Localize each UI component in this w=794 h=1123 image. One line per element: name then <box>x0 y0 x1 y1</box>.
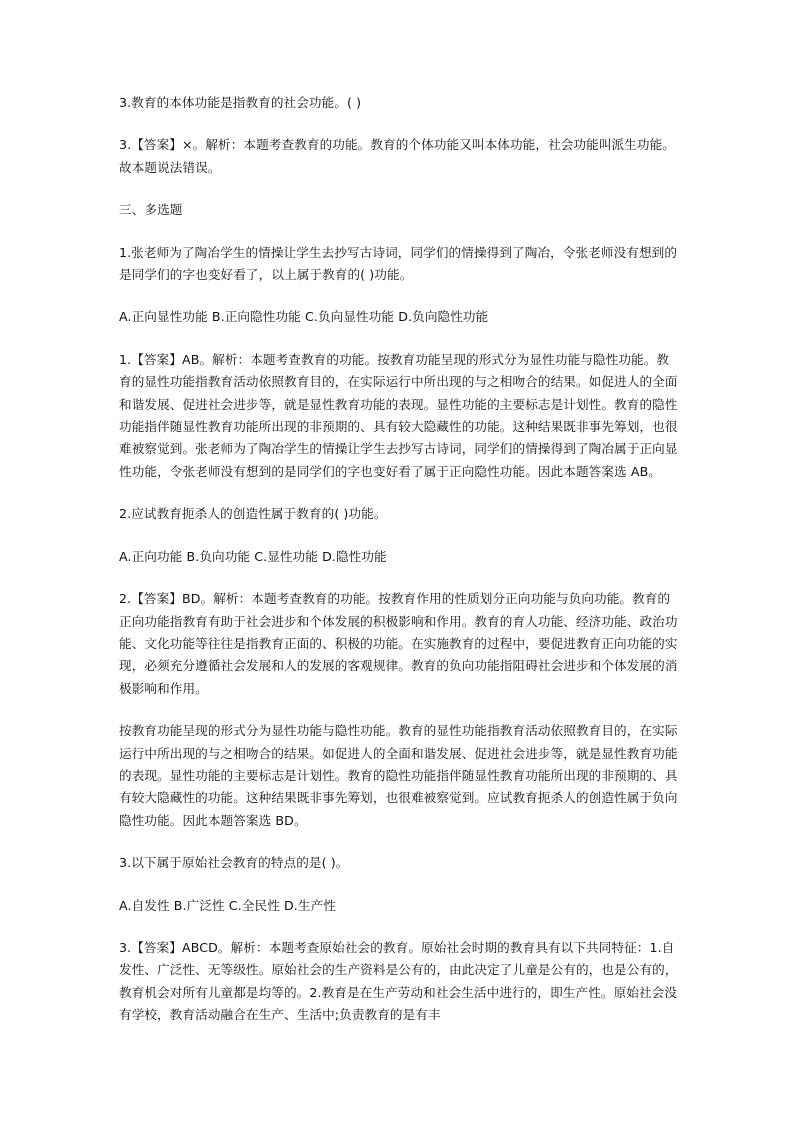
document-page <box>119 92 679 1027</box>
answer-2-multiple-choice-part-1: 2.【答案】BD。解析：本题考查教育的功能。按教育作用的性质划分正向功能与负向功能。教育的正向功能指教育有助于社会进步和个体发展的积极影响和作用。教育的育人功能、经济功能、政治功能、文化功能等往往是指教育正面的、积极的功能。在实施教育的过程中，要促进教育正向功能的实现，必须充分遵循社会发展和人的发展的客观规律。教育的负向功能指阻碍社会进步和个体发展的消极影响和作用。 <box>119 591 678 696</box>
question-3-multiple-choice: 3.以下属于原始社会教育的特点的是( )。 <box>119 855 349 871</box>
question-3-judgement: 3.教育的本体功能是指教育的社会功能。( ) <box>119 95 362 110</box>
section-heading-multiple-choice: 三、多选题 <box>119 202 183 218</box>
question-2-multiple-choice: 2.应试教育扼杀人的创造性属于教育的( )功能。 <box>119 506 387 522</box>
question-1-multiple-choice: 1.张老师为了陶冶学生的情操让学生去抄写古诗词，同学们的情操得到了陶冶，令张老师没有想到的是同学们的字也变好看了，以上属于教育的( )功能。 <box>119 244 678 283</box>
answer-1-multiple-choice: 1.【答案】AB。解析：本题考查教育的功能。按教育功能呈现的形式分为显性功能与隐性功能。教育的显性功能指教育活动依照教育目的，在实际运行中所出现的与之相吻合的结果。如促进人的全面和谐发展、促进社会进步等，就是显性教育功能的表现。显性功能的主要标志是计划性。教育的隐性功能指伴随显性教育功能所出现的非预期的、具有较大隐藏性的功能。这种结果既非事先筹划，也很难被察觉到。张老师为了陶冶学生的情操让学生去抄写古诗词，同学们的情操得到了陶冶属于正向显性功能，令张老师没有想到的是同学们的字也变好看了属于正向隐性功能。因此本题答案选 AB。 <box>119 351 678 479</box>
options-question-2: A.正向功能 B.负向功能 C.显性功能 D.隐性功能 <box>119 548 387 564</box>
answer-3-multiple-choice: 3.【答案】ABCD。解析：本题考查原始社会的教育。原始社会时期的教育具有以下共同特征：1.自发性、广泛性、无等级性。原始社会的生产资料是公有的，由此决定了儿童是公有的，也是公有的，教育机会对所有儿童都是均等的。2.教育是在生产劳动和社会生活中进行的，即生产性。原始社会没有学校，教育活动融合在生产、生活中;负责教育的是有丰 <box>119 939 678 1023</box>
options-question-3: A.自发性 B.广泛性 C.全民性 D.生产性 <box>119 897 336 913</box>
answer-2-multiple-choice-part-2: 按教育功能呈现的形式分为显性功能与隐性功能。教育的显性功能指教育活动依照教育目的，在实际运行中所出现的与之相吻合的结果。如促进人的全面和谐发展、促进社会进步等，就是显性教育功能的表现。显性功能的主要标志是计划性。教育的隐性功能指伴随显性教育功能所出现的非预期的、具有较大隐藏性的功能。这种结果既非事先筹划，也很难被察觉到。应试教育扼杀人的创造性属于负向隐性功能。因此本题答案选 BD。 <box>119 723 678 828</box>
options-question-1: A.正向显性功能 B.正向隐性功能 C.负向显性功能 D.负向隐性功能 <box>119 309 489 325</box>
answer-3-judgement: 3.【答案】×。解析：本题考查教育的功能。教育的个体功能又叫本体功能，社会功能叫派生功能。故本题说法错误。 <box>119 137 676 175</box>
